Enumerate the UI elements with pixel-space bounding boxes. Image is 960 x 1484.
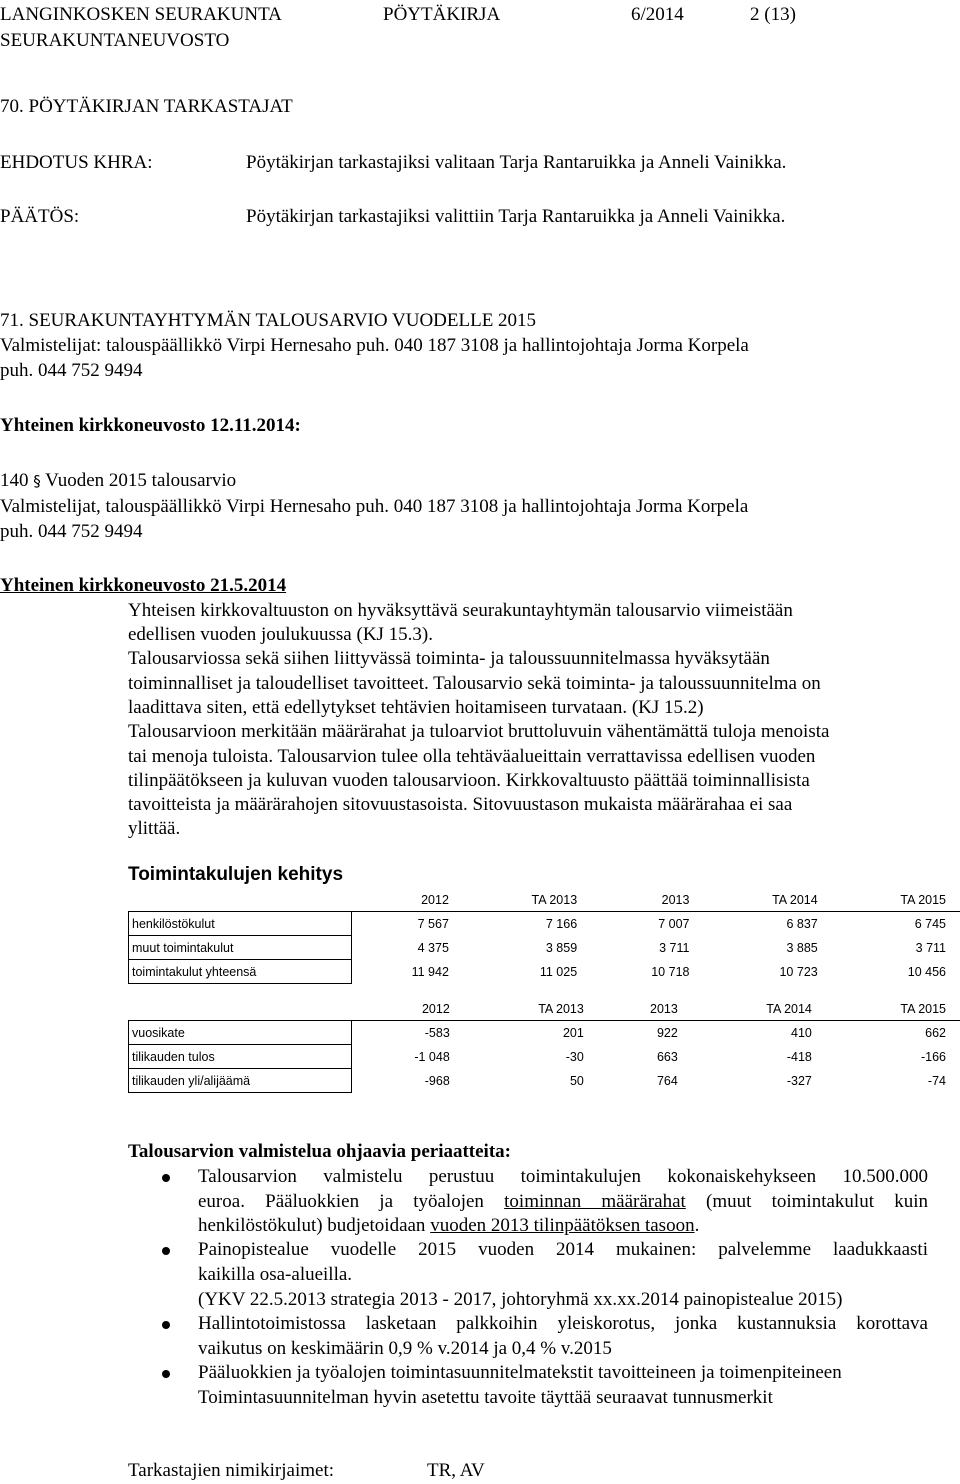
table-cell: 922	[656, 1025, 678, 1040]
section-70-title: 70. PÖYTÄKIRJAN TARKASTAJAT	[0, 96, 293, 117]
table-cell: -583	[424, 1025, 450, 1040]
table-cell: 662	[925, 1025, 946, 1040]
header-doc-type: PÖYTÄKIRJA	[383, 4, 501, 25]
body-line: laadittava siten, että edellytykset tehtävien hoitamiseen turvataan. (KJ 15.2)	[128, 697, 704, 718]
header-council: SEURAKUNTANEUVOSTO	[0, 30, 230, 51]
meeting-heading-1: Yhteinen kirkkoneuvosto 12.11.2014:	[0, 415, 301, 436]
table-row	[129, 1045, 960, 1069]
table-cell: 3 859	[545, 940, 578, 955]
column-header: 2012	[352, 997, 464, 1021]
preparers2-line-1: Valmistelijat, talouspäällikkö Virpi Hernesaho puh. 040 187 3108 ja hallintojohtaja Jorma Korpela	[0, 496, 749, 517]
text-run: euroa. Pääluokkien ja työalojen	[198, 1191, 505, 1212]
table-cell: 7 007	[658, 916, 690, 931]
table-cell: 3 711	[915, 940, 946, 955]
body-line: tai menoja tuloista. Talousarvion tulee olla tehtäväalueittain verrattavissa edellisen vuoden	[128, 746, 816, 767]
table-cell: 6 837	[786, 916, 818, 931]
bullet-icon	[162, 1321, 170, 1329]
body-line: toiminnalliset ja taloudelliset tavoitteet. Talousarvio sekä toiminta- ja taloussuunnitelma on	[128, 673, 821, 694]
item-line	[0, 470, 236, 492]
result-table	[128, 997, 960, 1093]
table-cell: 50	[569, 1073, 584, 1088]
meeting-heading-2: Yhteinen kirkkoneuvosto 21.5.2014	[0, 575, 287, 596]
bullet-3-line-1: Hallintotoimistossa lasketaan palkkoihin yleiskorotus, jonka kustannuksia korottava	[198, 1313, 928, 1334]
column-header: 2012	[352, 888, 463, 912]
bullet-1-line-3	[198, 1214, 928, 1239]
row-label: tilikauden yli/alijäämä	[129, 1069, 352, 1093]
body-line: tilinpäätökseen ja kuluvan vuoden talousarvioon. Kirkkovaltuusto päättää toiminnallisista	[128, 770, 810, 791]
table-cell: 7 166	[545, 916, 578, 931]
column-header: TA 2014	[692, 997, 826, 1021]
section-sign-icon: §	[33, 472, 41, 490]
table-cell: -968	[424, 1073, 450, 1088]
underlined-text: vuoden 2013 tilinpäätöksen tasoon	[430, 1215, 695, 1236]
bullet-icon	[162, 1247, 170, 1255]
table-cell: 6 745	[914, 916, 946, 931]
bullet-1-line-1: Talousarvion valmistelu perustuu toimintakulujen kokonaiskehykseen 10.500.000	[198, 1166, 928, 1187]
table-header-row	[129, 997, 960, 1021]
row-label: tilikauden tulos	[129, 1045, 352, 1069]
bullet-icon	[162, 1174, 170, 1182]
underlined-text: toiminnan määrärahat	[504, 1191, 686, 1212]
bullet-2-line-3: (YKV 22.5.2013 strategia 2013 - 2017, johtoryhmä xx.xx.2014 painopistealue 2015)	[198, 1289, 843, 1310]
table-cell: 10 723	[779, 964, 818, 979]
table-row	[129, 1069, 960, 1093]
decision-label: PÄÄTÖS:	[0, 206, 80, 227]
column-header: TA 2015	[826, 997, 960, 1021]
footer-label: Tarkastajien nimikirjaimet:	[128, 1460, 335, 1481]
section-71-title: 71. SEURAKUNTAYHTYMÄN TALOUSARVIO VUODELLE 2015	[0, 310, 537, 331]
table-cell: 3 885	[786, 940, 818, 955]
bullet-1-line-2	[198, 1190, 928, 1215]
row-label: toimintakulut yhteensä	[129, 960, 352, 984]
row-label: henkilöstökulut	[129, 912, 352, 936]
body-line: Yhteisen kirkkovaltuuston on hyväksyttävä seurakuntayhtymän talousarvio viimeistään	[128, 600, 793, 621]
table-cell: -166	[920, 1049, 946, 1064]
body-line: Talousarvioon merkitään määrärahat ja tuloarviot bruttoluvuin vähentämättä tuloja menoista	[128, 721, 830, 742]
text-run: .	[694, 1215, 700, 1236]
header-number: 6/2014	[631, 4, 684, 25]
item-number: 140	[0, 470, 29, 491]
column-header: 2013	[598, 997, 692, 1021]
table-row	[129, 960, 960, 984]
proposal-text: Pöytäkirjan tarkastajiksi valitaan Tarja Rantaruikka ja Anneli Vainikka.	[246, 152, 787, 173]
table-cell: -327	[786, 1073, 812, 1088]
header-page: 2 (13)	[750, 4, 796, 25]
table-cell: 3 711	[659, 940, 690, 955]
footer-initials: TR, AV	[427, 1460, 485, 1481]
decision-text: Pöytäkirjan tarkastajiksi valittiin Tarja Rantaruikka ja Anneli Vainikka.	[246, 206, 786, 227]
body-line: edellisen vuoden joulukuussa (KJ 15.3).	[128, 624, 434, 645]
table-title: Toimintakulujen kehitys	[128, 864, 344, 885]
bullet-3-line-2: vaikutus on keskimäärin 0,9 % v.2014 ja 0,4 % v.2015	[198, 1338, 612, 1359]
row-label: muut toimintakulut	[129, 936, 352, 960]
text-run: henkilöstökulut) budjetoidaan	[198, 1215, 431, 1236]
bullet-4-line-2: Toimintasuunnitelman hyvin asetettu tavoite täyttää seuraavat tunnusmerkit	[198, 1387, 773, 1408]
bullet-2-line-1: Painopistealue vuodelle 2015 vuoden 2014 mukainen: palvelemme laadukkaasti	[198, 1239, 928, 1260]
preparers-line-1: Valmistelijat: talouspäällikkö Virpi Hernesaho puh. 040 187 3108 ja hallintojohtaja Jorma Korpela	[0, 335, 749, 356]
column-header: 2013	[591, 888, 703, 912]
operating-costs-table	[128, 888, 960, 984]
table-cell: -418	[786, 1049, 812, 1064]
table-cell: 11 942	[411, 964, 449, 979]
table-cell: 764	[656, 1073, 678, 1088]
bullet-4-line-1: Pääluokkien ja työalojen toimintasuunnitelmatekstit tavoitteineen ja toimenpiteineen	[198, 1362, 842, 1383]
table-cell: 410	[791, 1025, 812, 1040]
table-row	[129, 1021, 960, 1045]
table-cell: 10 456	[907, 964, 946, 979]
column-header: TA 2013	[464, 997, 598, 1021]
table-cell: 11 025	[539, 964, 578, 979]
table-cell: -74	[927, 1073, 946, 1088]
column-header: TA 2015	[832, 888, 960, 912]
column-header: TA 2013	[463, 888, 591, 912]
proposal-label: EHDOTUS KHRA:	[0, 152, 153, 173]
bullet-2-line-2: kaikilla osa-alueilla.	[198, 1264, 353, 1285]
principles-title: Talousarvion valmistelua ohjaavia periaatteita:	[128, 1141, 511, 1162]
text-run: (muut toimintakulut kuin	[685, 1191, 928, 1212]
table-cell: -30	[565, 1049, 584, 1064]
header-parish: LANGINKOSKEN SEURAKUNTA	[0, 4, 282, 25]
table-cell: 4 375	[417, 940, 449, 955]
table-cell: 7 567	[417, 916, 449, 931]
table-cell: 201	[562, 1025, 584, 1040]
body-line: Talousarviossa sekä siihen liittyvässä toiminta- ja taloussuunnitelmassa hyväksytään	[128, 648, 770, 669]
table-cell: 10 718	[651, 964, 690, 979]
bullet-icon	[162, 1370, 170, 1378]
preparers-line-2: puh. 044 752 9494	[0, 360, 143, 381]
body-line: tavoitteista ja määrärahojen sitovuustasoista. Sitovuustason mukaista määrärahaa ei saa	[128, 794, 793, 815]
body-line: ylittää.	[128, 818, 181, 839]
column-header: TA 2014	[703, 888, 831, 912]
table-cell: -1 048	[414, 1049, 450, 1064]
row-label: vuosikate	[129, 1021, 352, 1045]
table-header-row	[129, 888, 960, 912]
table-cell: 663	[656, 1049, 678, 1064]
item-title: Vuoden 2015 talousarvio	[45, 470, 237, 491]
table-row	[129, 936, 960, 960]
preparers2-line-2: puh. 044 752 9494	[0, 521, 143, 542]
table-row	[129, 912, 960, 936]
